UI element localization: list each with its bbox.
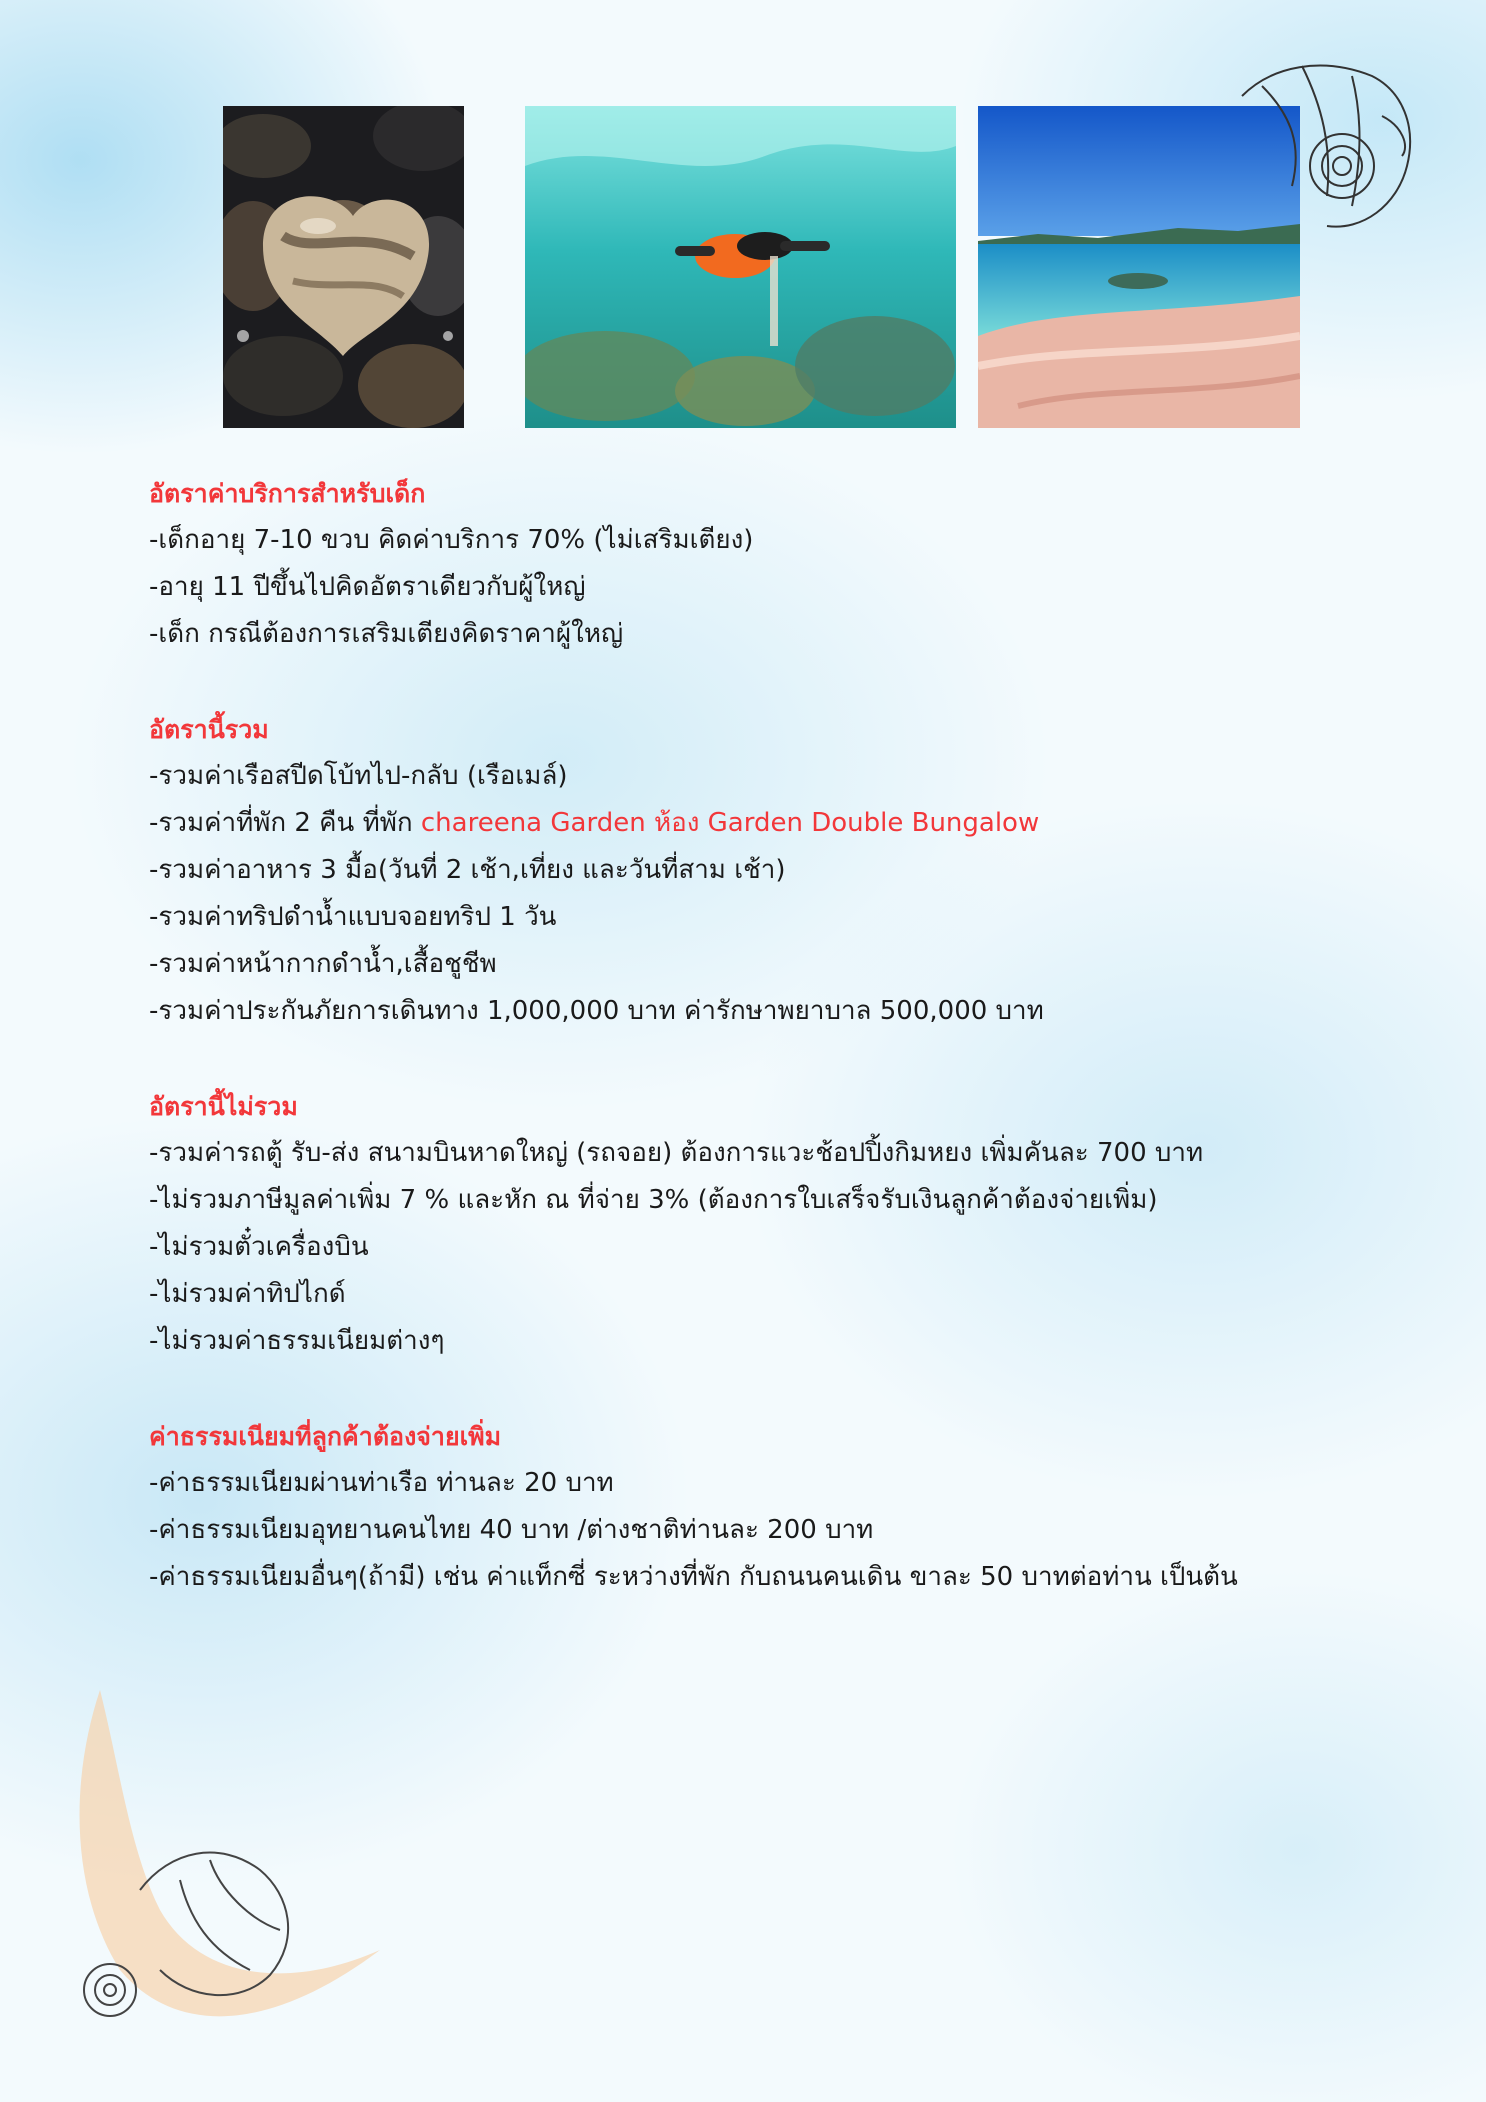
tour-conditions bbox=[149, 470, 1349, 1649]
stones-photo bbox=[223, 106, 464, 428]
excluded-section bbox=[149, 1083, 1349, 1365]
included-line-accommodation bbox=[149, 800, 1349, 847]
child-rate-line: -เด็ก กรณีต้องการเสริมเตียงคิดราคาผู้ใหญ่ bbox=[149, 619, 624, 649]
included-line: -รวมค่าทริปดำน้ำแบบจอยทริป 1 วัน bbox=[149, 902, 557, 932]
included-line-prefix: -รวมค่าที่พัก 2 คืน ที่พัก bbox=[149, 808, 421, 838]
included-section bbox=[149, 706, 1349, 1035]
excluded-line: -ไม่รวมค่าทิปไกด์ bbox=[149, 1279, 346, 1309]
extra-fees-title: ค่าธรรมเนียมที่ลูกค้าต้องจ่ายเพิ่ม bbox=[149, 1422, 502, 1451]
extra-fee-line: -ค่าธรรมเนียมอุทยานคนไทย 40 บาท /ต่างชาติท่านละ 200 บาท bbox=[149, 1515, 874, 1545]
excluded-title: อัตรานี้ไม่รวม bbox=[149, 1092, 298, 1121]
extra-fee-line: -ค่าธรรมเนียมผ่านท่าเรือ ท่านละ 20 บาท bbox=[149, 1468, 614, 1498]
seashell-illustration-top bbox=[1232, 56, 1422, 246]
extra-fee-line: -ค่าธรรมเนียมอื่นๆ(ถ้ามี) เช่น ค่าแท็กซี่ ระหว่างที่พัก กับถนนคนเดิน ขาละ 50 บาทต่อท่าน เป็นต้น bbox=[149, 1562, 1238, 1592]
included-title: อัตรานี้รวม bbox=[149, 715, 269, 744]
child-rate-section bbox=[149, 470, 1349, 658]
included-line: -รวมค่าประกันภัยการเดินทาง 1,000,000 บาท ค่ารักษาพยาบาล 500,000 บาท bbox=[149, 996, 1044, 1026]
snorkel-photo bbox=[525, 106, 956, 428]
hotel-name-highlight: chareena Garden ห้อง Garden Double Bungalow bbox=[420, 808, 1040, 838]
included-line: -รวมค่าเรือสปีดโบ้ทไป-กลับ (เรือเมล์) bbox=[149, 761, 568, 791]
included-line: -รวมค่าหน้ากากดำน้ำ,เสื้อชูชีพ bbox=[149, 949, 497, 979]
excluded-line: -ไม่รวมภาษีมูลค่าเพิ่ม 7 % และหัก ณ ที่จ่าย 3% (ต้องการใบเสร็จรับเงินลูกค้าต้องจ่ายเพิ่ม) bbox=[149, 1185, 1158, 1215]
excluded-line: -ไม่รวมตั๋วเครื่องบิน bbox=[149, 1232, 369, 1262]
seashell-illustration-bottom bbox=[60, 1690, 400, 2050]
excluded-line: -ไม่รวมค่าธรรมเนียมต่างๆ bbox=[149, 1326, 445, 1356]
child-rate-line: -อายุ 11 ปีขึ้นไปคิดอัตราเดียวกับผู้ใหญ่ bbox=[149, 572, 586, 602]
child-rate-title: อัตราค่าบริการสำหรับเด็ก bbox=[149, 479, 426, 508]
extra-fees-section bbox=[149, 1413, 1349, 1601]
excluded-line: -รวมค่ารถตู้ รับ-ส่ง สนามบินหาดใหญ่ (รถจอย) ต้องการแวะช้อปปิ้งกิมหยง เพิ่มคันละ 700 บาท bbox=[149, 1138, 1204, 1168]
included-line: -รวมค่าอาหาร 3 มื้อ(วันที่ 2 เช้า,เที่ยง และวันที่สาม เช้า) bbox=[149, 855, 786, 885]
child-rate-line: -เด็กอายุ 7-10 ขวบ คิดค่าบริการ 70% (ไม่เสริมเตียง) bbox=[149, 525, 754, 555]
